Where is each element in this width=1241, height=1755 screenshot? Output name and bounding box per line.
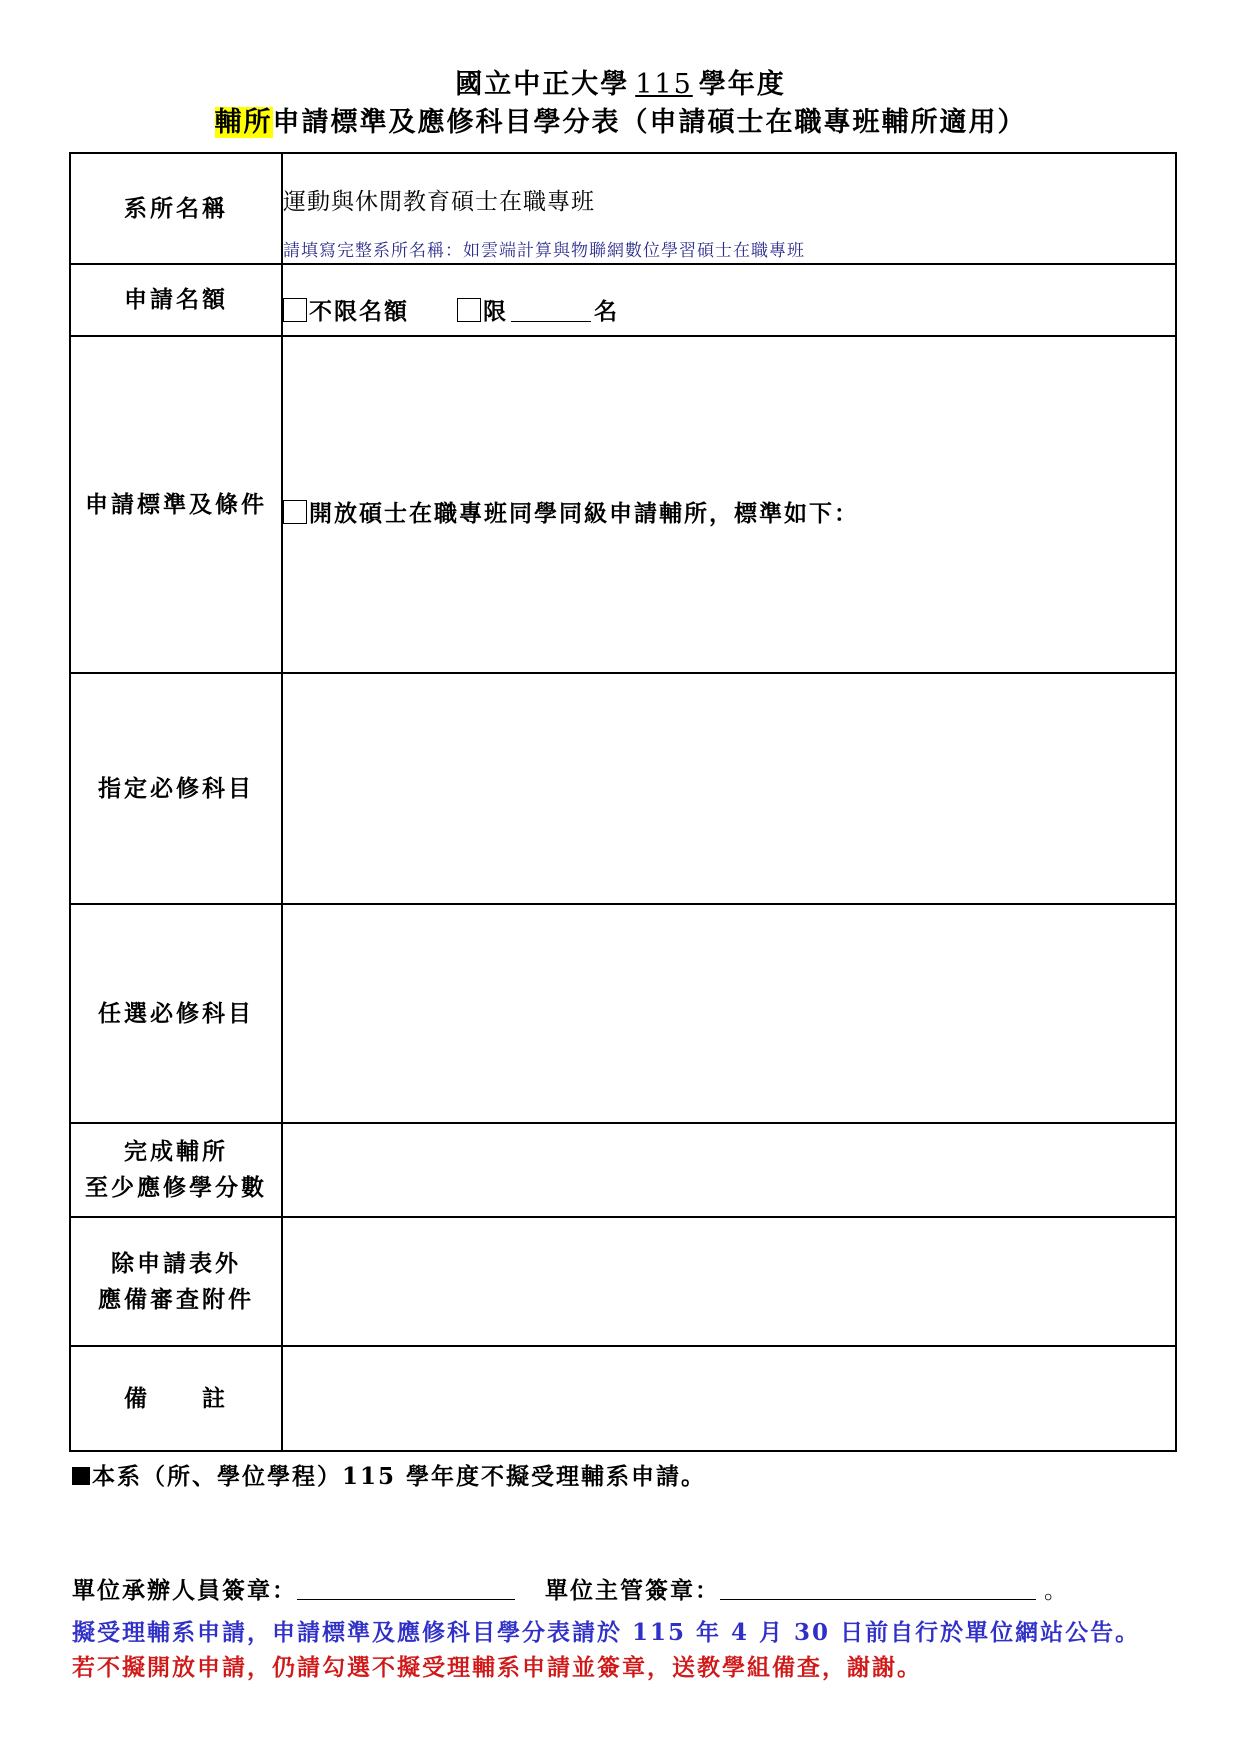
row-remarks bbox=[70, 1346, 1176, 1451]
dept-hint: 請填寫完整系所名稱：如雲端計算與物聯網數位學習碩士在職專班 bbox=[283, 240, 805, 261]
remarks-label: 備 註 bbox=[70, 1346, 282, 1451]
quota-cell bbox=[282, 264, 1176, 336]
page-title bbox=[0, 62, 1241, 101]
academic-year: 115 bbox=[635, 69, 693, 100]
staff-signature-field[interactable] bbox=[297, 1577, 515, 1600]
row-standard bbox=[70, 336, 1176, 673]
staff-sign-label: 單位承辦人員簽章： bbox=[72, 1577, 297, 1604]
subtitle-text: 申請標準及應修科目學分表（申請碩士在職專班輔所適用） bbox=[272, 107, 1027, 138]
min-credits-label-line2: 至少應修學分數 bbox=[85, 1174, 267, 1201]
form-table bbox=[69, 152, 1177, 1452]
row-quota bbox=[70, 264, 1176, 336]
min-credits-cell[interactable] bbox=[282, 1123, 1176, 1217]
row-dept bbox=[70, 153, 1176, 264]
no-accept-statement bbox=[72, 1458, 706, 1491]
limited-checkbox[interactable] bbox=[457, 298, 481, 322]
title-suffix: 學年度 bbox=[698, 69, 786, 100]
no-accept-text: 本系（所、學位學程）115 學年度不擬受理輔系申請。 bbox=[92, 1463, 707, 1490]
attachments-label-line1: 除申請表外 bbox=[111, 1249, 241, 1277]
limited-label: 限 bbox=[483, 297, 509, 325]
row-min-credits bbox=[70, 1123, 1176, 1217]
attachments-label-line2: 應備審查附件 bbox=[98, 1285, 254, 1313]
page-subtitle bbox=[0, 100, 1241, 139]
unlimited-label: 不限名額 bbox=[309, 297, 409, 325]
row-attachments bbox=[70, 1217, 1176, 1346]
head-sign-label: 單位主管簽章： bbox=[545, 1577, 720, 1604]
attachments-cell[interactable] bbox=[282, 1217, 1176, 1346]
filled-square-checkbox[interactable] bbox=[72, 1467, 90, 1485]
attachments-label bbox=[70, 1217, 282, 1346]
standard-cell[interactable] bbox=[282, 336, 1176, 673]
min-credits-label-line1: 完成輔所 bbox=[124, 1138, 228, 1165]
standard-option-text: 開放碩士在職專班同學同級申請輔所，標準如下： bbox=[309, 500, 859, 527]
unlimited-checkbox[interactable] bbox=[283, 298, 307, 322]
notice-accept: 擬受理輔系申請，申請標準及應修科目學分表請於 115 年 4 月 30 日前自行於單位網站公告。 bbox=[72, 1619, 1141, 1646]
required-courses-label: 指定必修科目 bbox=[70, 673, 282, 904]
end-mark: 。 bbox=[1044, 1578, 1069, 1604]
row-elective-courses bbox=[70, 904, 1176, 1123]
standard-label: 申請標準及條件 bbox=[70, 336, 282, 673]
quota-number-field[interactable] bbox=[511, 299, 591, 322]
open-application-checkbox[interactable] bbox=[283, 500, 307, 524]
head-signature-field[interactable] bbox=[720, 1577, 1036, 1600]
subtitle-highlight: 輔所 bbox=[214, 107, 273, 138]
elective-courses-cell[interactable] bbox=[282, 904, 1176, 1123]
remarks-cell[interactable] bbox=[282, 1346, 1176, 1451]
elective-courses-label: 任選必修科目 bbox=[70, 904, 282, 1123]
dept-name-value[interactable]: 運動與休閒教育碩士在職專班 bbox=[283, 188, 595, 215]
dept-label: 系所名稱 bbox=[70, 153, 282, 264]
signature-row bbox=[72, 1572, 1069, 1605]
row-required-courses bbox=[70, 673, 1176, 904]
notice-decline: 若不擬開放申請，仍請勾選不擬受理輔系申請並簽章，送教學組備查，謝謝。 bbox=[72, 1654, 922, 1681]
min-credits-label bbox=[70, 1123, 282, 1217]
dept-cell[interactable] bbox=[282, 153, 1176, 264]
title-prefix: 國立中正大學 bbox=[455, 69, 630, 100]
quota-label: 申請名額 bbox=[70, 264, 282, 336]
required-courses-cell[interactable] bbox=[282, 673, 1176, 904]
quota-unit: 名 bbox=[594, 297, 620, 325]
